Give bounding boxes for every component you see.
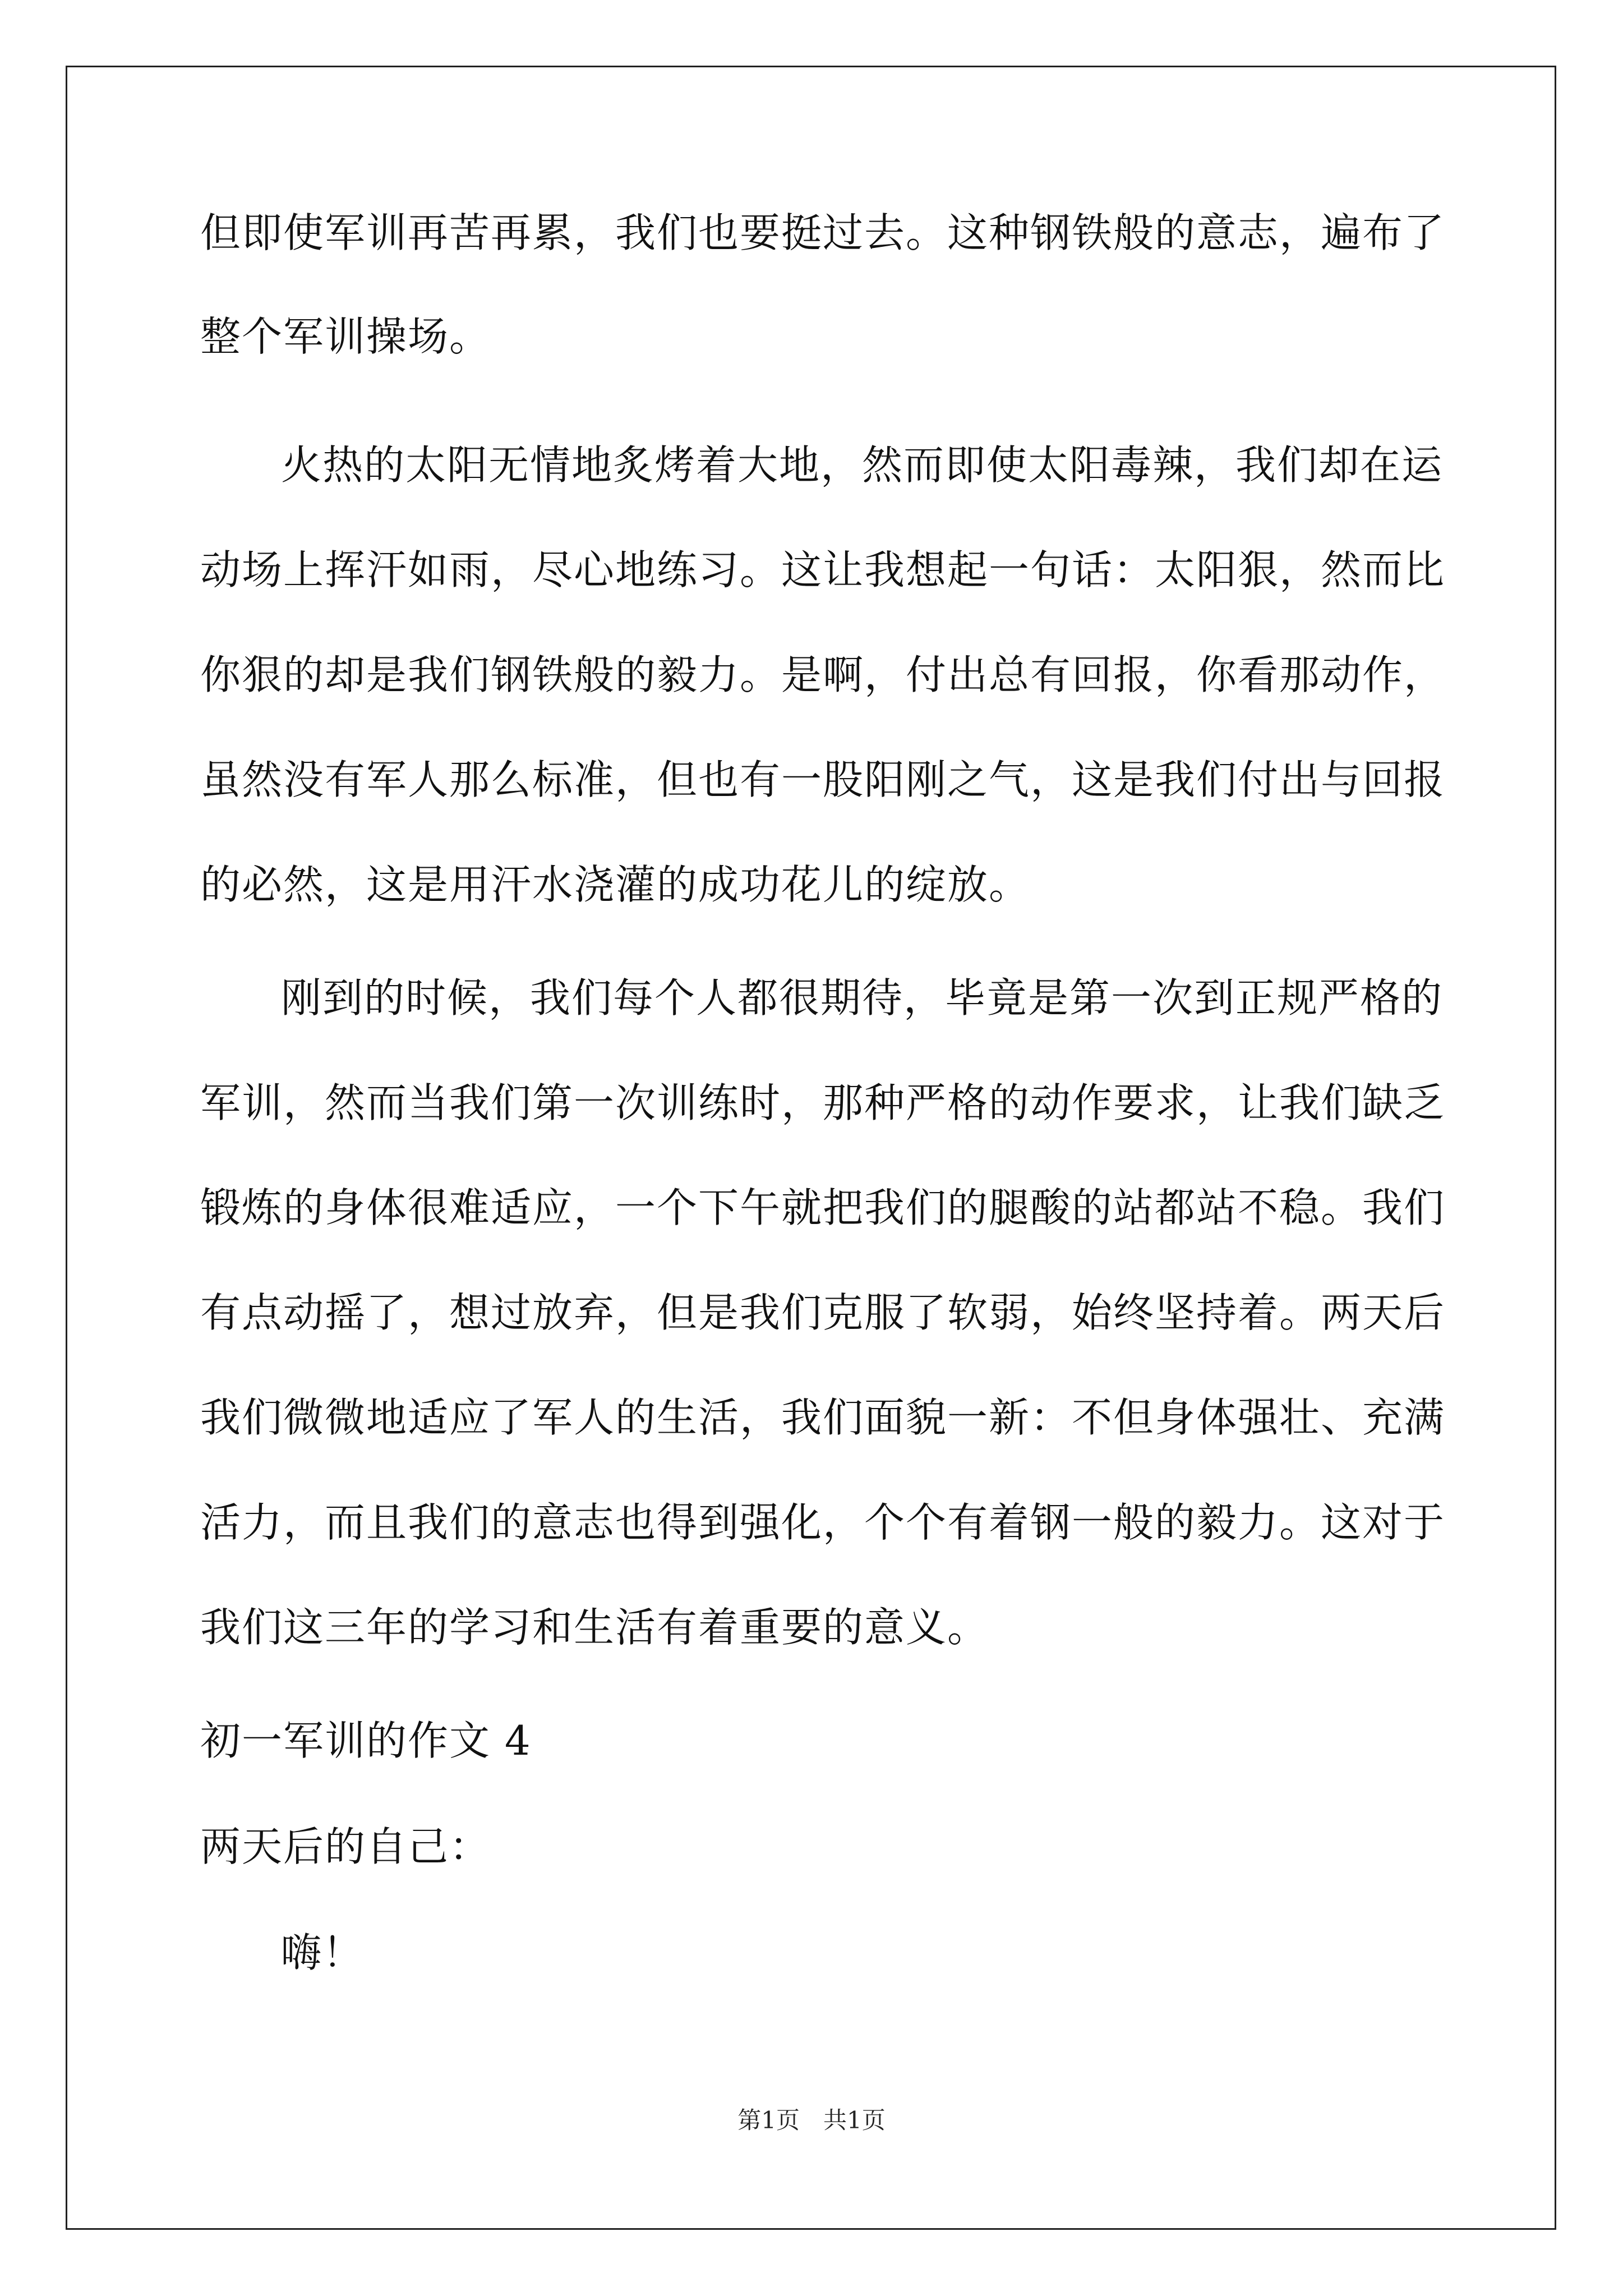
paragraph-start-line: 刚到的时候，我们每个人都很期待，毕竟是第一次到正规严格的 [281, 974, 1444, 1022]
text-line: 有点动摇了，想过放弃，但是我们克服了软弱，始终坚持着。两天后 [200, 1289, 1446, 1336]
text-line: 我们微微地适应了军人的生活，我们面貌一新：不但身体强壮、充满 [200, 1394, 1446, 1441]
greeting-line: 嗨！ [281, 1929, 365, 1976]
text-line: 我们这三年的学习和生活有着重要的意义。 [200, 1604, 989, 1651]
salutation-line: 两天后的自己： [200, 1823, 491, 1870]
section-heading: 初一军训的作文 4 [200, 1717, 532, 1764]
text-line: 虽然没有军人那么标准，但也有一股阳刚之气，这是我们付出与回报 [200, 756, 1446, 803]
text-line: 但即使军训再苦再累，我们也要挺过去。这种钢铁般的意志，遍布了 [200, 209, 1446, 256]
text-line: 的必然，这是用汗水浇灌的成功花儿的绽放。 [200, 861, 1031, 908]
text-line: 活力，而且我们的意志也得到强化，个个有着钢一般的毅力。这对于 [200, 1499, 1446, 1546]
page-border [66, 66, 1556, 2230]
text-line: 你狠的却是我们钢铁般的毅力。是啊，付出总有回报，你看那动作， [200, 651, 1446, 698]
paragraph-start-line: 火热的太阳无情地炙烤着大地，然而即使太阳毒辣，我们却在运 [281, 441, 1444, 489]
text-line: 军训，然而当我们第一次训练时，那种严格的动作要求，让我们缺乏 [200, 1079, 1446, 1126]
text-line: 锻炼的身体很难适应，一个下午就把我们的腿酸的站都站不稳。我们 [200, 1184, 1446, 1231]
text-line: 动场上挥汗如雨，尽心地练习。这让我想起一句话：太阳狠，然而比 [200, 546, 1446, 593]
text-line: 整个军训操场。 [200, 313, 491, 360]
page-footer: 第1页 共1页 [737, 2106, 886, 2134]
